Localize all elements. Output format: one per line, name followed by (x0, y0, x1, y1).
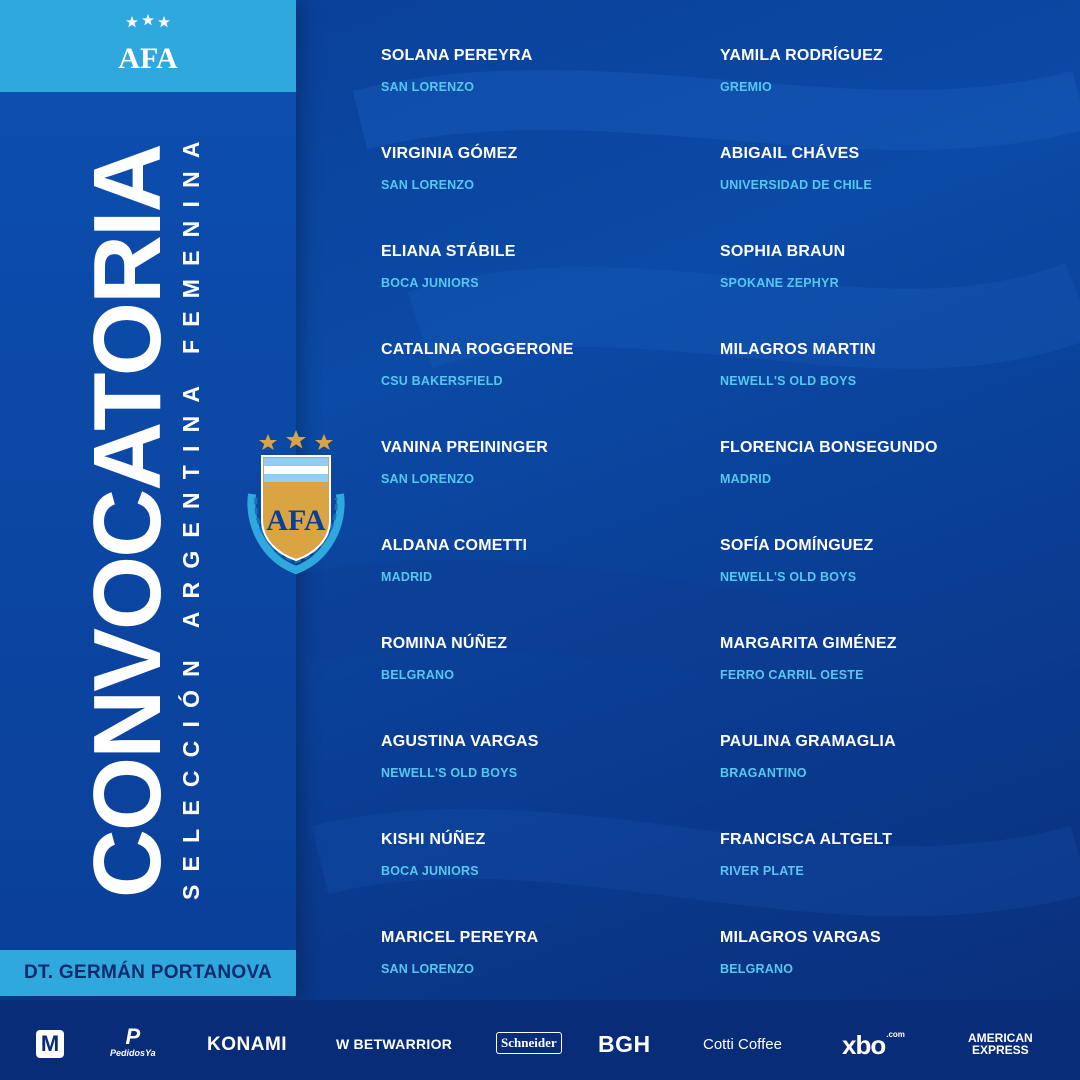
afa-crest-icon (246, 428, 346, 574)
svg-text:AFA: AFA (118, 42, 178, 75)
player-name: SOFÍA DOMÍNGUEZ (720, 537, 874, 554)
player-entry (381, 827, 721, 879)
star-icon (259, 434, 277, 450)
player-club: SAN LORENZO (381, 472, 475, 486)
afa-logo-icon (115, 10, 181, 76)
afa-logo-box (0, 0, 296, 92)
player-entry (381, 43, 721, 95)
coach-box (0, 950, 296, 996)
player-club: NEWELL'S OLD BOYS (381, 766, 518, 780)
player-club: SAN LORENZO (381, 178, 475, 192)
player-club: SAN LORENZO (381, 962, 475, 976)
page-subtitle: SELECCIÓN ARGENTINA FEMENINA (178, 128, 204, 900)
player-name: ABIGAIL CHÁVES (720, 145, 860, 162)
player-club: MADRID (381, 570, 433, 584)
cotti-coffee-logo: Cotti Coffee (703, 1036, 782, 1053)
page-title: CONVOCATORIA (74, 145, 181, 899)
subtitle-wrapper (176, 128, 206, 900)
player-name: VANINA PREININGER (381, 439, 548, 456)
player-entry (381, 141, 721, 193)
player-club: SAN LORENZO (381, 80, 475, 94)
player-name: MARGARITA GIMÉNEZ (720, 635, 897, 652)
american-express-logo: AMERICAN EXPRESS (968, 1031, 1033, 1057)
player-entry (720, 337, 1060, 389)
svg-text:AFA: AFA (266, 504, 326, 537)
player-entry (720, 435, 1060, 487)
player-club: BELGRANO (381, 668, 455, 682)
coach-name: DT. GERMÁN PORTANOVA (23, 962, 273, 983)
player-name: KISHI NÚÑEZ (381, 831, 486, 848)
player-entry (381, 533, 721, 585)
schneider-logo: Schneider (496, 1032, 562, 1054)
pedidosya-text: PedidosYa (110, 1048, 156, 1058)
star-icon (142, 14, 154, 25)
player-entry (720, 533, 1060, 585)
player-entry (381, 337, 721, 389)
player-entry (381, 631, 721, 683)
player-club: FERRO CARRIL OESTE (720, 668, 864, 682)
player-club: NEWELL'S OLD BOYS (720, 570, 857, 584)
player-club: MADRID (720, 472, 772, 486)
title-wrapper (74, 140, 181, 900)
xbo-logo: xbo$^{.com}$ (842, 1030, 905, 1060)
star-icon (315, 434, 333, 450)
player-name: VIRGINIA GÓMEZ (381, 145, 518, 162)
player-name: MILAGROS VARGAS (720, 929, 881, 946)
player-name: ALDANA COMETTI (381, 537, 528, 554)
player-club: BRAGANTINO (720, 766, 807, 780)
player-entry (720, 631, 1060, 683)
player-entry (720, 141, 1060, 193)
player-entry (720, 239, 1060, 291)
player-entry (720, 827, 1060, 879)
player-club: BOCA JUNIORS (381, 276, 479, 290)
player-name: CATALINA ROGGERONE (381, 341, 574, 358)
player-name: YAMILA RODRÍGUEZ (720, 47, 883, 64)
star-icon (158, 16, 170, 27)
betwarrior-logo: W BETWARRIOR (336, 1036, 453, 1052)
player-club: CSU BAKERSFIELD (381, 374, 503, 388)
player-name: ELIANA STÁBILE (381, 243, 516, 260)
bgh-logo: BGH (598, 1031, 651, 1057)
player-club: BOCA JUNIORS (381, 864, 479, 878)
player-club: NEWELL'S OLD BOYS (720, 374, 857, 388)
player-name: MARICEL PEREYRA (381, 929, 539, 946)
player-entry (720, 43, 1060, 95)
player-entry (381, 435, 721, 487)
player-club: BELGRANO (720, 962, 794, 976)
player-name: SOPHIA BRAUN (720, 243, 846, 260)
betwarrior-glyph: W (336, 1036, 350, 1052)
player-name: MILAGROS MARTIN (720, 341, 876, 358)
mcdonalds-logo: M (36, 1030, 64, 1058)
star-icon (286, 430, 306, 449)
konami-logo: KONAMI (207, 1034, 288, 1055)
player-entry (381, 239, 721, 291)
pedidosya-glyph: P (125, 1024, 141, 1049)
player-entry (720, 925, 1060, 977)
player-club: RIVER PLATE (720, 864, 804, 878)
player-name: SOLANA PEREYRA (381, 47, 533, 64)
player-club: GREMIO (720, 80, 772, 94)
player-club: UNIVERSIDAD DE CHILE (720, 178, 872, 192)
player-name: FLORENCIA BONSEGUNDO (720, 439, 938, 456)
pedidosya-logo (110, 1026, 156, 1058)
player-name: ROMINA NÚÑEZ (381, 635, 508, 652)
player-entry (720, 729, 1060, 781)
player-name: PAULINA GRAMAGLIA (720, 733, 896, 750)
player-name: AGUSTINA VARGAS (381, 733, 539, 750)
star-icon (126, 16, 138, 27)
player-name: FRANCISCA ALTGELT (720, 831, 893, 848)
player-entry (381, 729, 721, 781)
player-club: SPOKANE ZEPHYR (720, 276, 839, 290)
player-entry (381, 925, 721, 977)
